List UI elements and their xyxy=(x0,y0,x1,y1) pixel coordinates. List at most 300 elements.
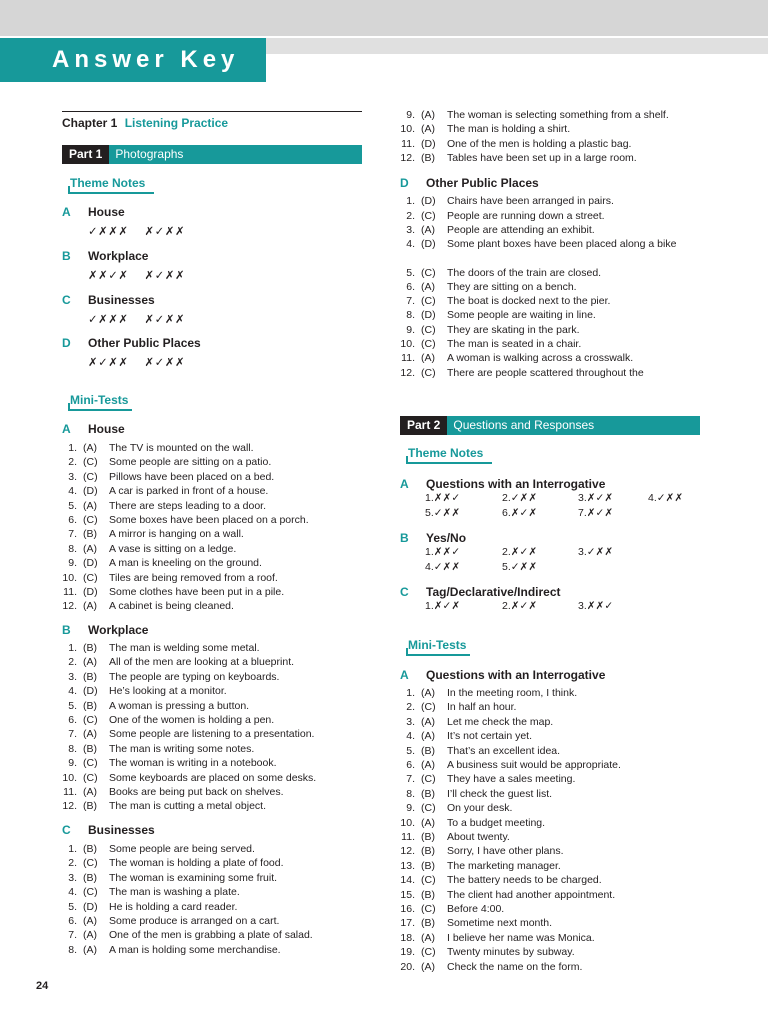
item-choice: (A) xyxy=(421,123,435,136)
answer-item xyxy=(62,799,266,813)
item-number: 10. xyxy=(62,571,77,584)
mini-tests-heading-underline xyxy=(68,409,132,411)
item-number: 8. xyxy=(406,309,415,321)
item-text: The doors of the train are closed. xyxy=(447,267,602,279)
item-number: 17. xyxy=(400,917,415,930)
answer-marks: 3.✗✓✗ xyxy=(578,492,614,504)
answer-marks: 2.✗✓✗ xyxy=(502,546,538,558)
item-choice: (A) xyxy=(421,281,435,293)
item-text: The woman is holding a plate of food. xyxy=(109,857,284,870)
mini-section-a-letter: A xyxy=(400,668,409,682)
item-text: The TV is mounted on the wall. xyxy=(109,442,254,454)
item-number: 3. xyxy=(68,470,77,483)
item-number: 6. xyxy=(68,714,77,726)
item-number: 2. xyxy=(68,456,77,469)
item-choice: (A) xyxy=(83,929,97,942)
item-choice: (A) xyxy=(421,687,435,699)
item-number: 2. xyxy=(406,701,415,714)
item-number: 4. xyxy=(68,886,77,899)
item-choice: (C) xyxy=(421,802,436,815)
answer-item xyxy=(406,744,561,758)
theme-section-c xyxy=(62,293,155,307)
item-choice: (A) xyxy=(83,499,97,512)
item-choice: (B) xyxy=(421,845,435,858)
item-text: It’s not certain yet. xyxy=(447,730,533,743)
item-text: The boat is docked next to the pier. xyxy=(447,295,611,307)
item-number: 4. xyxy=(406,730,415,743)
answer-item xyxy=(406,194,614,208)
item-text: Some plant boxes have been placed along a bike xyxy=(447,238,677,250)
answer-item xyxy=(400,122,571,136)
answer-item xyxy=(68,900,238,914)
chapter-subtitle: Listening Practice xyxy=(124,116,229,130)
item-number: 14. xyxy=(400,874,415,887)
item-text: Books are being put back on shelves. xyxy=(109,786,284,798)
item-text: A man is holding some merchandise. xyxy=(109,943,281,956)
chapter-rule xyxy=(62,111,362,112)
item-choice: (B) xyxy=(421,152,435,165)
item-text: Twenty minutes by subway. xyxy=(447,946,575,959)
item-text: Sometime next month. xyxy=(447,917,553,930)
item-number: 18. xyxy=(400,931,415,944)
item-choice: (A) xyxy=(421,730,435,743)
item-number: 10. xyxy=(400,816,415,829)
item-choice: (C) xyxy=(83,470,98,483)
item-number: 1. xyxy=(68,843,77,855)
item-text: Tiles are being removed from a roof. xyxy=(109,571,278,584)
answer-item xyxy=(68,513,309,527)
item-text: He’s looking at a monitor. xyxy=(109,685,227,698)
answer-marks: 2.✓✗✗ xyxy=(502,492,538,504)
theme-section-c-letter: C xyxy=(400,585,409,599)
answer-item xyxy=(406,308,596,322)
item-choice: (A) xyxy=(421,960,435,973)
answer-item xyxy=(68,756,277,770)
item-text: The man is holding a shirt. xyxy=(447,123,571,136)
answer-item xyxy=(400,844,564,858)
item-number: 9. xyxy=(406,109,415,121)
answer-marks: 5.✓✗✗ xyxy=(502,561,538,573)
item-choice: (B) xyxy=(83,843,97,855)
item-text: A woman is pressing a button. xyxy=(109,699,250,712)
answer-marks: 4.✓✗✗ xyxy=(648,492,684,504)
theme-section-d-title: Other Public Places xyxy=(88,336,201,350)
item-text: The man is cutting a metal object. xyxy=(109,800,266,813)
item-number: 7. xyxy=(68,728,77,741)
item-choice: (C) xyxy=(83,571,98,584)
item-number: 10. xyxy=(62,771,77,784)
item-text: I’ll check the guest list. xyxy=(447,787,553,800)
item-choice: (A) xyxy=(83,786,97,798)
item-text: On your desk. xyxy=(447,802,513,815)
item-choice: (C) xyxy=(421,903,436,915)
answer-item xyxy=(68,455,272,469)
item-choice: (C) xyxy=(421,874,436,887)
answer-item xyxy=(406,729,533,743)
item-text: Some people are listening to a presentation. xyxy=(109,728,315,741)
answer-item xyxy=(400,151,637,165)
item-number: 11. xyxy=(401,352,415,364)
theme-notes-heading xyxy=(408,446,483,460)
answer-item xyxy=(68,871,278,885)
answer-item xyxy=(400,960,583,974)
answer-item xyxy=(401,137,632,151)
item-number: 1. xyxy=(68,642,77,654)
item-number: 10. xyxy=(400,123,415,136)
answer-item xyxy=(406,209,605,223)
answer-item xyxy=(406,686,578,700)
answer-item xyxy=(406,280,577,294)
item-number: 5. xyxy=(68,699,77,712)
item-text: A car is parked in front of a house. xyxy=(109,485,269,498)
theme-section-b xyxy=(62,249,148,263)
mini-tests-heading-tick xyxy=(406,648,408,656)
item-number: 3. xyxy=(68,670,77,683)
answer-item xyxy=(401,830,510,844)
answer-item xyxy=(68,655,295,669)
item-text: There are steps leading to a door. xyxy=(109,499,267,512)
theme-notes-heading-label: Theme Notes xyxy=(70,176,146,190)
mini-section-b-title: Workplace xyxy=(88,623,149,637)
item-text: Some keyboards are placed on some desks. xyxy=(109,771,317,784)
item-text: People are attending an exhibit. xyxy=(447,224,595,236)
answer-item xyxy=(406,323,580,337)
item-text: The woman is selecting something from a shelf. xyxy=(447,109,669,121)
mini-section-a-letter: A xyxy=(62,422,71,436)
page-title: Answer Key xyxy=(0,38,266,82)
item-number: 11. xyxy=(401,831,415,843)
item-text: They are sitting on a bench. xyxy=(447,281,577,293)
item-number: 12. xyxy=(62,600,77,613)
item-number: 12. xyxy=(62,800,77,813)
item-text: They are skating in the park. xyxy=(447,324,580,336)
item-number: 6. xyxy=(406,759,415,771)
item-number: 13. xyxy=(400,859,415,872)
item-choice: (A) xyxy=(83,915,97,927)
item-number: 16. xyxy=(400,903,415,915)
item-choice: (C) xyxy=(421,946,436,959)
item-text: Some people are sitting on a patio. xyxy=(109,456,272,469)
answer-item xyxy=(62,599,234,613)
item-text: In the meeting room, I think. xyxy=(447,687,578,699)
answer-item xyxy=(401,351,634,365)
item-choice: (D) xyxy=(421,238,436,250)
item-choice: (A) xyxy=(421,109,435,121)
mini-tests-heading xyxy=(408,638,466,652)
answer-marks xyxy=(88,312,201,326)
answer-item xyxy=(406,294,611,308)
item-number: 10. xyxy=(400,338,415,350)
part-title: Questions and Responses xyxy=(453,418,595,432)
answer-item xyxy=(400,873,602,887)
theme-section-a-letter: A xyxy=(400,477,409,491)
theme-notes-heading-tick xyxy=(68,186,70,194)
answer-item xyxy=(68,641,260,655)
item-choice: (B) xyxy=(421,831,435,843)
item-text: They have a sales meeting. xyxy=(447,773,576,786)
answer-marks: 3.✓✗✗ xyxy=(578,546,614,558)
item-choice: (C) xyxy=(421,773,436,786)
item-choice: (A) xyxy=(83,656,97,669)
theme-section-a xyxy=(62,205,125,219)
item-number: 3. xyxy=(406,715,415,728)
item-number: 9. xyxy=(68,557,77,570)
item-text: Sorry, I have other plans. xyxy=(447,845,564,858)
answer-marks: 4.✓✗✗ xyxy=(425,561,461,573)
item-number: 7. xyxy=(406,295,415,307)
part-number: Part 2 xyxy=(400,416,447,435)
item-number: 1. xyxy=(68,442,77,454)
item-text: About twenty. xyxy=(447,831,510,843)
theme-section-b-letter: B xyxy=(400,531,409,545)
item-choice: (D) xyxy=(83,557,98,570)
item-text: Pillows have been placed on a bed. xyxy=(109,470,275,483)
item-text: A cabinet is being cleaned. xyxy=(109,600,234,613)
item-text: Let me check the map. xyxy=(447,715,554,728)
item-text: A man is kneeling on the ground. xyxy=(109,557,262,570)
part-2-bar xyxy=(400,416,700,435)
answer-marks xyxy=(88,268,201,282)
item-number: 12. xyxy=(400,152,415,165)
mini-section-b-letter: B xyxy=(62,623,71,637)
answer-item xyxy=(406,237,677,251)
item-number: 8. xyxy=(68,742,77,755)
answer-item xyxy=(68,684,227,698)
answer-item xyxy=(68,742,255,756)
item-number: 7. xyxy=(68,929,77,942)
item-number: 2. xyxy=(68,656,77,669)
item-number: 2. xyxy=(406,210,415,222)
answer-marks xyxy=(88,224,201,238)
answer-item xyxy=(400,902,505,916)
item-choice: (C) xyxy=(421,701,436,714)
item-text: Before 4:00. xyxy=(447,903,505,915)
item-text: Some clothes have been put in a pile. xyxy=(109,586,285,598)
item-number: 1. xyxy=(406,195,415,207)
item-number: 11. xyxy=(63,586,77,598)
answer-item xyxy=(400,337,582,351)
item-choice: (C) xyxy=(421,324,436,336)
mark-group: ✓✗✗✗ xyxy=(88,226,129,238)
mark-group: ✗✗✓✗ xyxy=(88,270,129,282)
item-number: 1. xyxy=(406,687,415,699)
item-number: 8. xyxy=(406,787,415,800)
item-choice: (B) xyxy=(83,742,97,755)
answer-item xyxy=(68,484,269,498)
mini-section-a-title: House xyxy=(88,422,125,436)
item-text: The man is washing a plate. xyxy=(109,886,240,899)
theme-notes-heading-tick xyxy=(406,456,408,464)
item-choice: (B) xyxy=(421,917,435,930)
item-number: 8. xyxy=(68,542,77,555)
answer-item xyxy=(63,785,284,799)
item-text: Check the name on the form. xyxy=(447,960,583,973)
item-number: 5. xyxy=(68,900,77,913)
item-choice: (B) xyxy=(421,859,435,872)
answer-item xyxy=(406,700,517,714)
mini-section-c xyxy=(62,823,155,837)
item-text: Some people are waiting in line. xyxy=(447,309,596,321)
item-number: 15. xyxy=(400,888,415,901)
answer-marks: 5.✓✗✗ xyxy=(425,507,461,519)
item-number: 4. xyxy=(406,238,415,250)
item-number: 4. xyxy=(68,485,77,498)
answer-item xyxy=(68,727,315,741)
answer-marks: 2.✗✓✗ xyxy=(502,600,538,612)
part-number: Part 1 xyxy=(62,145,109,164)
mini-tests-heading xyxy=(70,393,128,407)
mini-section-b xyxy=(62,623,148,637)
answer-item xyxy=(68,441,254,455)
answer-item xyxy=(68,499,267,513)
answer-item xyxy=(68,470,275,484)
item-choice: (D) xyxy=(421,309,436,321)
item-number: 8. xyxy=(68,943,77,956)
answer-item xyxy=(68,556,262,570)
answer-item xyxy=(68,856,284,870)
theme-section-b-title: Yes/No xyxy=(426,531,467,545)
theme-section-c xyxy=(400,585,561,599)
mini-section-d-letter: D xyxy=(400,176,409,190)
answer-item xyxy=(400,945,575,959)
item-text: He is holding a card reader. xyxy=(109,900,238,913)
theme-notes-heading-label: Theme Notes xyxy=(408,446,484,460)
item-choice: (A) xyxy=(83,542,97,555)
item-text: Some boxes have been placed on a porch. xyxy=(109,514,309,526)
item-number: 19. xyxy=(400,946,415,959)
item-text: I believe her name was Monica. xyxy=(447,931,595,944)
item-number: 2. xyxy=(68,857,77,870)
answer-item xyxy=(406,715,554,729)
item-choice: (D) xyxy=(83,685,98,698)
chapter-heading xyxy=(62,116,228,130)
header-grey-bar xyxy=(266,38,768,54)
item-choice: (D) xyxy=(421,195,436,207)
mini-section-d-title: Other Public Places xyxy=(426,176,539,190)
answer-item xyxy=(68,542,237,556)
item-text: Some produce is arranged on a cart. xyxy=(109,915,280,927)
item-choice: (D) xyxy=(83,900,98,913)
theme-notes-heading xyxy=(70,176,145,190)
theme-notes-heading-underline xyxy=(406,462,492,464)
item-text: Some people are being served. xyxy=(109,843,255,855)
item-number: 7. xyxy=(68,528,77,541)
item-number: 9. xyxy=(68,757,77,770)
mark-group: ✗✓✗✗ xyxy=(144,270,186,282)
answer-marks: 6.✗✓✗ xyxy=(502,507,538,519)
answer-item xyxy=(68,885,240,899)
page-number: 24 xyxy=(36,980,49,992)
item-choice: (C) xyxy=(83,771,98,784)
item-number: 11. xyxy=(63,786,77,798)
theme-notes-heading-underline xyxy=(68,192,154,194)
answer-item xyxy=(68,842,255,856)
theme-section-b-letter: B xyxy=(62,249,71,263)
item-text: In half an hour. xyxy=(447,701,517,714)
answer-marks: 1.✗✓✗ xyxy=(425,600,461,612)
item-choice: (B) xyxy=(83,800,97,813)
answer-item xyxy=(68,699,250,713)
mini-section-a xyxy=(400,668,605,682)
theme-section-a-letter: A xyxy=(62,205,71,219)
answer-item xyxy=(68,670,280,684)
item-choice: (C) xyxy=(83,514,98,526)
item-choice: (C) xyxy=(83,456,98,469)
answer-marks: 1.✗✗✓ xyxy=(425,546,461,558)
theme-section-c-title: Businesses xyxy=(88,293,155,307)
item-choice: (A) xyxy=(421,352,435,364)
item-number: 9. xyxy=(406,802,415,815)
item-choice: (A) xyxy=(421,224,435,236)
mini-section-c-letter: C xyxy=(62,823,71,837)
item-choice: (A) xyxy=(83,943,97,956)
answer-item xyxy=(406,758,621,772)
part-title: Photographs xyxy=(115,147,184,161)
answer-item xyxy=(406,787,553,801)
item-number: 5. xyxy=(406,267,415,279)
mini-tests-heading-label: Mini-Tests xyxy=(70,393,129,407)
answer-item xyxy=(400,366,644,380)
answer-item xyxy=(62,571,278,585)
item-text: One of the women is holding a pen. xyxy=(109,714,275,726)
answer-item xyxy=(68,928,313,942)
item-choice: (B) xyxy=(83,871,97,884)
answer-item xyxy=(406,801,513,815)
item-text: The battery needs to be charged. xyxy=(447,874,602,887)
item-choice: (B) xyxy=(421,744,435,757)
mark-group: ✗✓✗✗ xyxy=(144,314,186,326)
answer-item xyxy=(406,266,602,280)
item-text: The woman is writing in a notebook. xyxy=(109,757,277,770)
answer-item xyxy=(406,223,595,237)
item-text: The people are typing on keyboards. xyxy=(109,670,280,683)
part-1-bar xyxy=(62,145,362,164)
item-choice: (C) xyxy=(421,295,436,307)
item-choice: (C) xyxy=(83,857,98,870)
item-number: 20. xyxy=(400,960,415,973)
mark-group: ✗✓✗✗ xyxy=(144,226,186,238)
mini-section-a-title: Questions with an Interrogative xyxy=(426,668,606,682)
item-text: The man is seated in a chair. xyxy=(447,338,582,350)
theme-section-a-title: House xyxy=(88,205,125,219)
answer-item xyxy=(406,108,669,122)
mini-tests-heading-label: Mini-Tests xyxy=(408,638,467,652)
item-choice: (C) xyxy=(421,367,436,379)
theme-section-b-title: Workplace xyxy=(88,249,149,263)
item-choice: (A) xyxy=(83,600,97,613)
item-number: 12. xyxy=(400,845,415,858)
answer-item xyxy=(400,859,561,873)
item-text: One of the men is grabbing a plate of salad. xyxy=(109,929,313,942)
item-text: Chairs have been arranged in pairs. xyxy=(447,195,614,207)
item-choice: (A) xyxy=(83,442,97,454)
item-text: People are running down a street. xyxy=(447,210,605,222)
answer-marks: 3.✗✗✓ xyxy=(578,600,614,612)
item-choice: (A) xyxy=(421,816,435,829)
answer-item xyxy=(400,816,546,830)
item-number: 6. xyxy=(406,281,415,293)
theme-section-a xyxy=(400,477,605,491)
item-choice: (C) xyxy=(83,714,98,726)
item-number: 7. xyxy=(406,773,415,786)
theme-section-a-title: Questions with an Interrogative xyxy=(426,477,606,491)
item-text: That’s an excellent idea. xyxy=(447,744,561,757)
answer-item xyxy=(400,916,553,930)
chapter-label: Chapter 1 xyxy=(62,116,118,130)
answer-item xyxy=(62,771,317,785)
item-number: 4. xyxy=(68,685,77,698)
answer-item xyxy=(68,713,275,727)
